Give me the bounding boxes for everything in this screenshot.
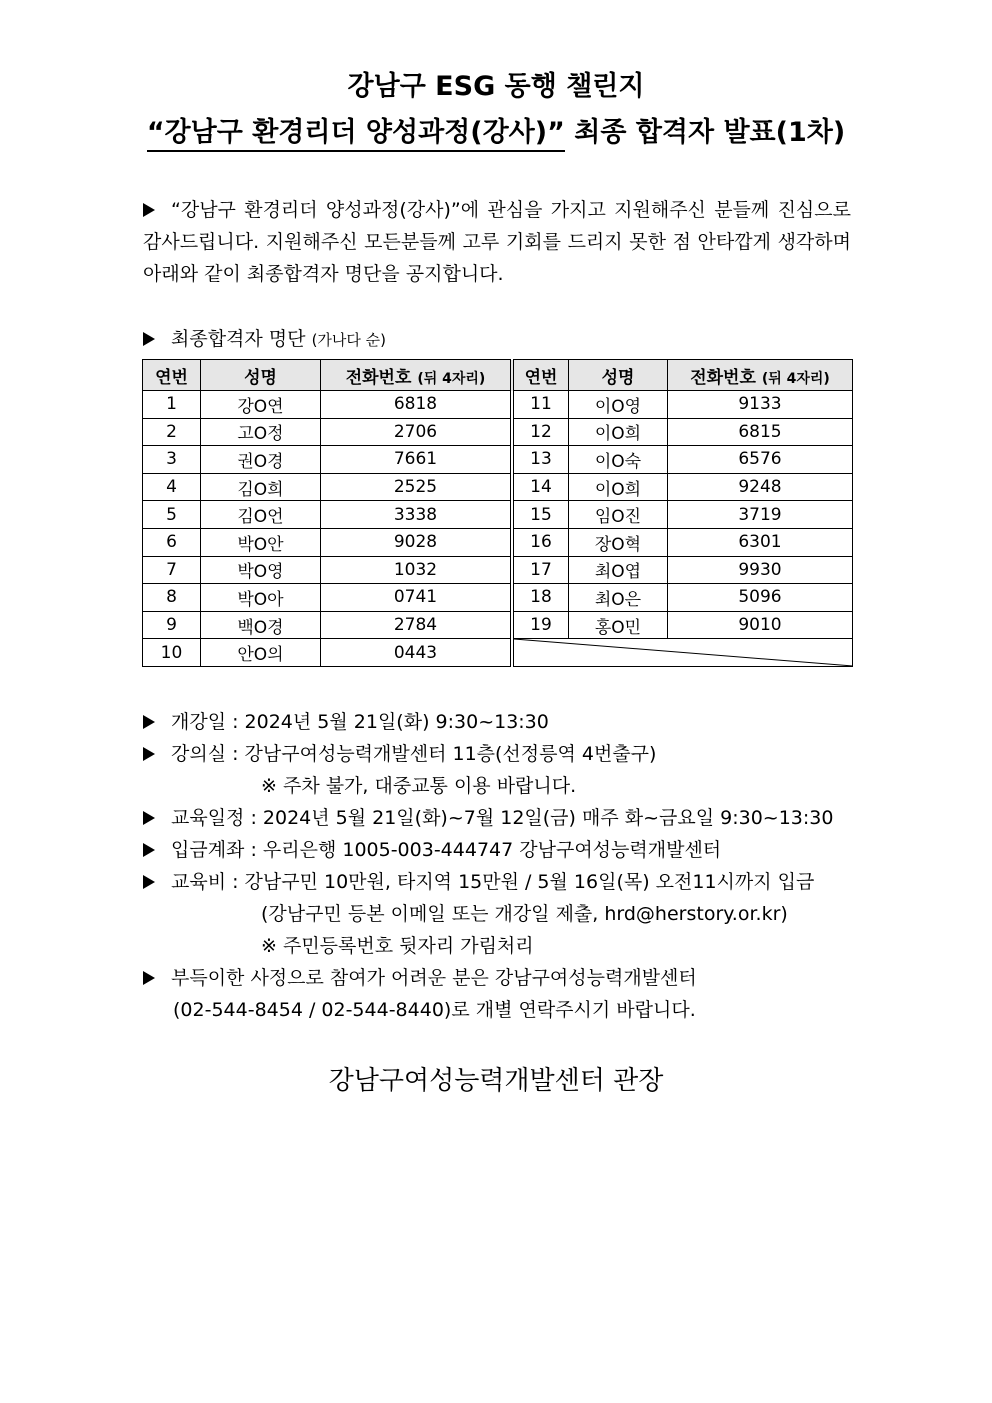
program-name: “강남구 환경리더 양성과정(강사)” (147, 117, 565, 152)
cell-name: 임O진 (569, 501, 668, 529)
cell-name: 안O의 (201, 639, 321, 667)
detail-schedule: 교육일정 : 2024년 5월 21일(화)~7월 12일(금) 매주 화~금요일 9:30~13:30 (143, 802, 863, 834)
cell-name: 최O엽 (569, 556, 668, 584)
bullet-triangle-icon (143, 843, 155, 857)
column-header-name: 성명 (201, 360, 321, 391)
detail-contact: 부득이한 사정으로 참여가 어려운 분은 강남구여성능력개발센터 (143, 962, 863, 994)
cell-no: 19 (514, 611, 569, 639)
list-heading (143, 324, 386, 351)
detail-fee: 교육비 : 강남구민 10만원, 타지역 15만원 / 5월 16일(목) 오전11시까지 입금 (143, 866, 863, 898)
cell-no: 6 (143, 528, 201, 556)
table-row (143, 418, 853, 446)
cell-name: 이O영 (569, 391, 668, 419)
cell-no: 9 (143, 611, 201, 639)
announcement-label: 최종 합격자 발표(1차) (564, 117, 846, 148)
cell-no: 10 (143, 639, 201, 667)
cell-no: 15 (514, 501, 569, 529)
cell-phone: 9248 (668, 473, 853, 501)
list-heading-text: 최종합격자 명단 (171, 328, 306, 350)
cell-no: 8 (143, 584, 201, 612)
cell-name: 이O희 (569, 473, 668, 501)
detail-opening: 개강일 : 2024년 5월 21일(화) 9:30~13:30 (143, 706, 863, 738)
cell-no: 17 (514, 556, 569, 584)
cell-name: 최O은 (569, 584, 668, 612)
empty-cell (514, 639, 853, 667)
detail-room: 강의실 : 강남구여성능력개발센터 11층(선정릉역 4번출구) (143, 738, 863, 770)
column-header-phone: 전화번호 (뒤 4자리) (321, 360, 511, 391)
column-header-no: 연번 (514, 360, 569, 391)
table-row (143, 584, 853, 612)
cell-phone: 5096 (668, 584, 853, 612)
cell-phone: 0741 (321, 584, 511, 612)
table-row (143, 473, 853, 501)
signature: 강남구여성능력개발센터 관장 (328, 1066, 664, 1096)
cell-phone: 9930 (668, 556, 853, 584)
diagonal-line (514, 639, 853, 666)
cell-name: 권O경 (201, 446, 321, 474)
cell-name: 홍O민 (569, 611, 668, 639)
cell-name: 박O안 (201, 528, 321, 556)
bullet-triangle-icon (143, 203, 155, 217)
intro-text: “강남구 환경리더 양성과정(강사)”에 관심을 가지고 지원해주신 분들께 진심으로 감사드립니다. 지원해주신 모든분들께 고루 기회를 드리지 못한 점 안타깝게 생각하며 아래와 같이 최종합격자 명단을 공지합니다. (143, 199, 851, 285)
page-title: 강남구 ESG 동행 챌린지 (347, 71, 645, 102)
cell-phone: 9010 (668, 611, 853, 639)
cell-phone: 2784 (321, 611, 511, 639)
cell-no: 11 (514, 391, 569, 419)
table-row (143, 391, 853, 419)
cell-no: 1 (143, 391, 201, 419)
detail-fee-note1: (강남구민 등본 이메일 또는 개강일 제출, hrd@herstory.or.kr) (261, 903, 788, 925)
table-row (143, 639, 853, 667)
table-row (143, 528, 853, 556)
cell-no: 13 (514, 446, 569, 474)
cell-name: 김O언 (201, 501, 321, 529)
cell-no: 14 (514, 473, 569, 501)
cell-phone: 7661 (321, 446, 511, 474)
cell-no: 5 (143, 501, 201, 529)
column-header-phone: 전화번호 (뒤 4자리) (668, 360, 853, 391)
cell-name: 강O연 (201, 391, 321, 419)
table-row (143, 556, 853, 584)
cell-no: 12 (514, 418, 569, 446)
cell-name: 백O경 (201, 611, 321, 639)
cell-phone: 3338 (321, 501, 511, 529)
column-header-no: 연번 (143, 360, 201, 391)
table-row (143, 501, 853, 529)
cell-no: 2 (143, 418, 201, 446)
cell-phone: 2525 (321, 473, 511, 501)
table-row (143, 446, 853, 474)
cell-phone: 9133 (668, 391, 853, 419)
detail-fee-note2: ※ 주민등록번호 뒷자리 가림처리 (261, 935, 534, 957)
cell-phone: 2706 (321, 418, 511, 446)
list-heading-note: (가나다 순) (311, 331, 387, 349)
cell-no: 3 (143, 446, 201, 474)
bullet-triangle-icon (143, 971, 155, 985)
column-header-name: 성명 (569, 360, 668, 391)
cell-name: 이O숙 (569, 446, 668, 474)
applicants-table (142, 359, 853, 667)
cell-name: 장O혁 (569, 528, 668, 556)
cell-phone: 6818 (321, 391, 511, 419)
bullet-triangle-icon (143, 875, 155, 889)
cell-name: 박O영 (201, 556, 321, 584)
intro-paragraph (143, 194, 851, 290)
bullet-triangle-icon (143, 747, 155, 761)
cell-phone: 6815 (668, 418, 853, 446)
cell-phone: 9028 (321, 528, 511, 556)
cell-name: 김O희 (201, 473, 321, 501)
cell-no: 4 (143, 473, 201, 501)
cell-name: 박O아 (201, 584, 321, 612)
cell-phone: 6301 (668, 528, 853, 556)
cell-no: 18 (514, 584, 569, 612)
detail-room-note: ※ 주차 불가, 대중교통 이용 바랍니다. (261, 775, 577, 797)
details-list (143, 706, 863, 1026)
bullet-triangle-icon (143, 811, 155, 825)
cell-no: 16 (514, 528, 569, 556)
cell-phone: 0443 (321, 639, 511, 667)
bullet-triangle-icon (143, 332, 155, 346)
detail-account: 입금계좌 : 우리은행 1005-003-444747 강남구여성능력개발센터 (143, 834, 863, 866)
cell-name: 이O희 (569, 418, 668, 446)
page-subtitle (0, 110, 992, 149)
cell-name: 고O정 (201, 418, 321, 446)
bullet-triangle-icon (143, 715, 155, 729)
cell-phone: 1032 (321, 556, 511, 584)
detail-contact-note[interactable]: (02-544-8454 / 02-544-8440)로 개별 연락주시기 바랍니다. (173, 999, 696, 1021)
cell-phone: 6576 (668, 446, 853, 474)
cell-phone: 3719 (668, 501, 853, 529)
table-row (143, 611, 853, 639)
cell-no: 7 (143, 556, 201, 584)
table-header-row (143, 360, 853, 391)
